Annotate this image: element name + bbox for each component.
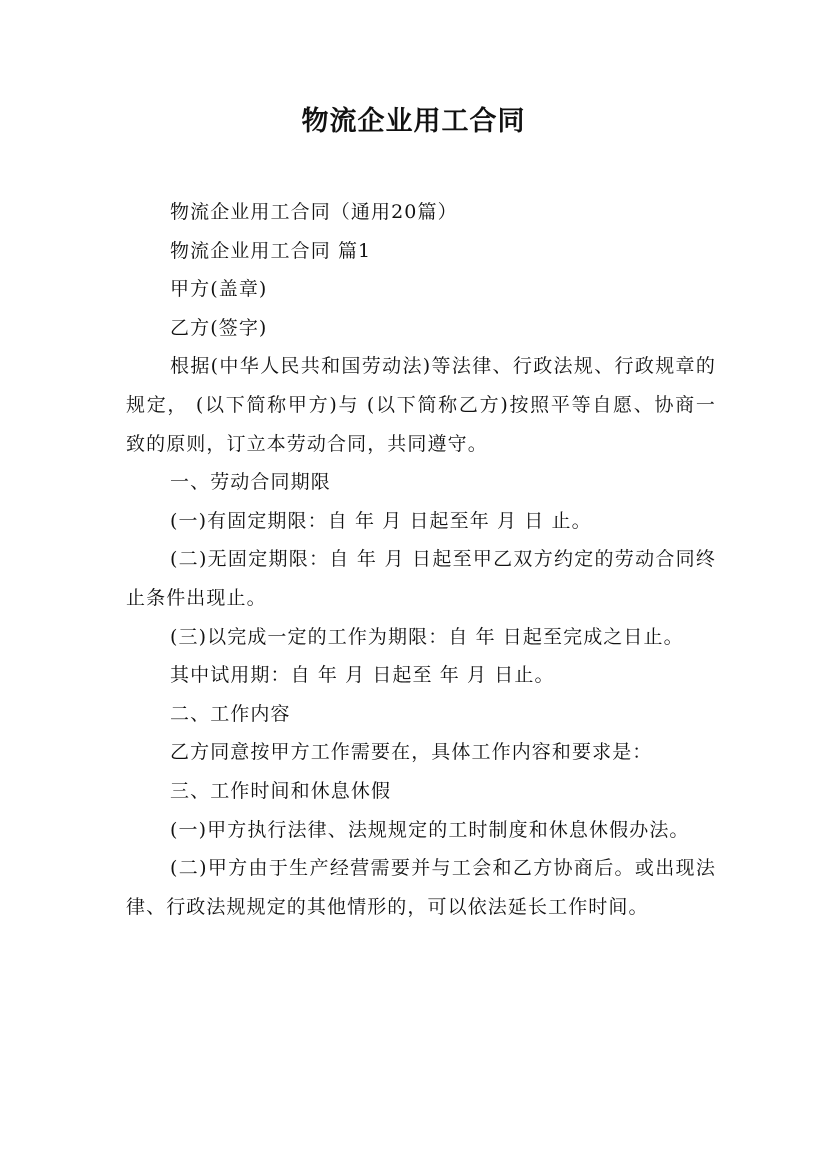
paragraph-subtitle: 物流企业用工合同（通用20篇） — [170, 201, 458, 223]
paragraph-preamble: 根据(中华人民共和国劳动法)等法律、行政法规、行政规章的规定， (以下简称甲方)与 (以下简称乙方)按照平等自愿、协商一致的原则，订立本劳动合同，共同遵守。 — [126, 355, 716, 455]
paragraph-work-content-heading: 二、工作内容 — [170, 702, 291, 725]
paragraph-open-term: (二)无固定期限：自 年 月 日起至甲乙双方约定的劳动合同终止条件出现止。 — [126, 548, 716, 609]
paragraph-party-b: 乙方(签字) — [170, 316, 268, 339]
paragraph-fixed-term: (一)有固定期限：自 年 月 日起至年 月 日 止。 — [170, 509, 592, 532]
paragraph-overtime: (二)甲方由于生产经营需要并与工会和乙方协商后。或出现法律、行政法规规定的其他情形的，可以依法延长工作时间。 — [126, 857, 716, 918]
paragraph-probation: 其中试用期：自 年 月 日起至 年 月 日止。 — [170, 664, 555, 687]
paragraph-work-content: 乙方同意按甲方工作需要在，具体工作内容和要求是： — [170, 741, 653, 764]
paragraph-section-heading: 物流企业用工合同 篇1 — [170, 239, 372, 262]
document-title: 物流企业用工合同 — [301, 106, 526, 137]
paragraph-task-term: (三)以完成一定的工作为期限：自 年 日起至完成之日止。 — [170, 625, 684, 648]
paragraph-party-a: 甲方(盖章) — [170, 278, 268, 301]
document-body — [126, 193, 716, 926]
paragraph-term-heading: 一、劳动合同期限 — [170, 471, 331, 494]
paragraph-hours-heading: 三、工作时间和休息休假 — [170, 779, 392, 802]
paragraph-hours-system: (一)甲方执行法律、法规规定的工时制度和休息休假办法。 — [170, 818, 690, 841]
